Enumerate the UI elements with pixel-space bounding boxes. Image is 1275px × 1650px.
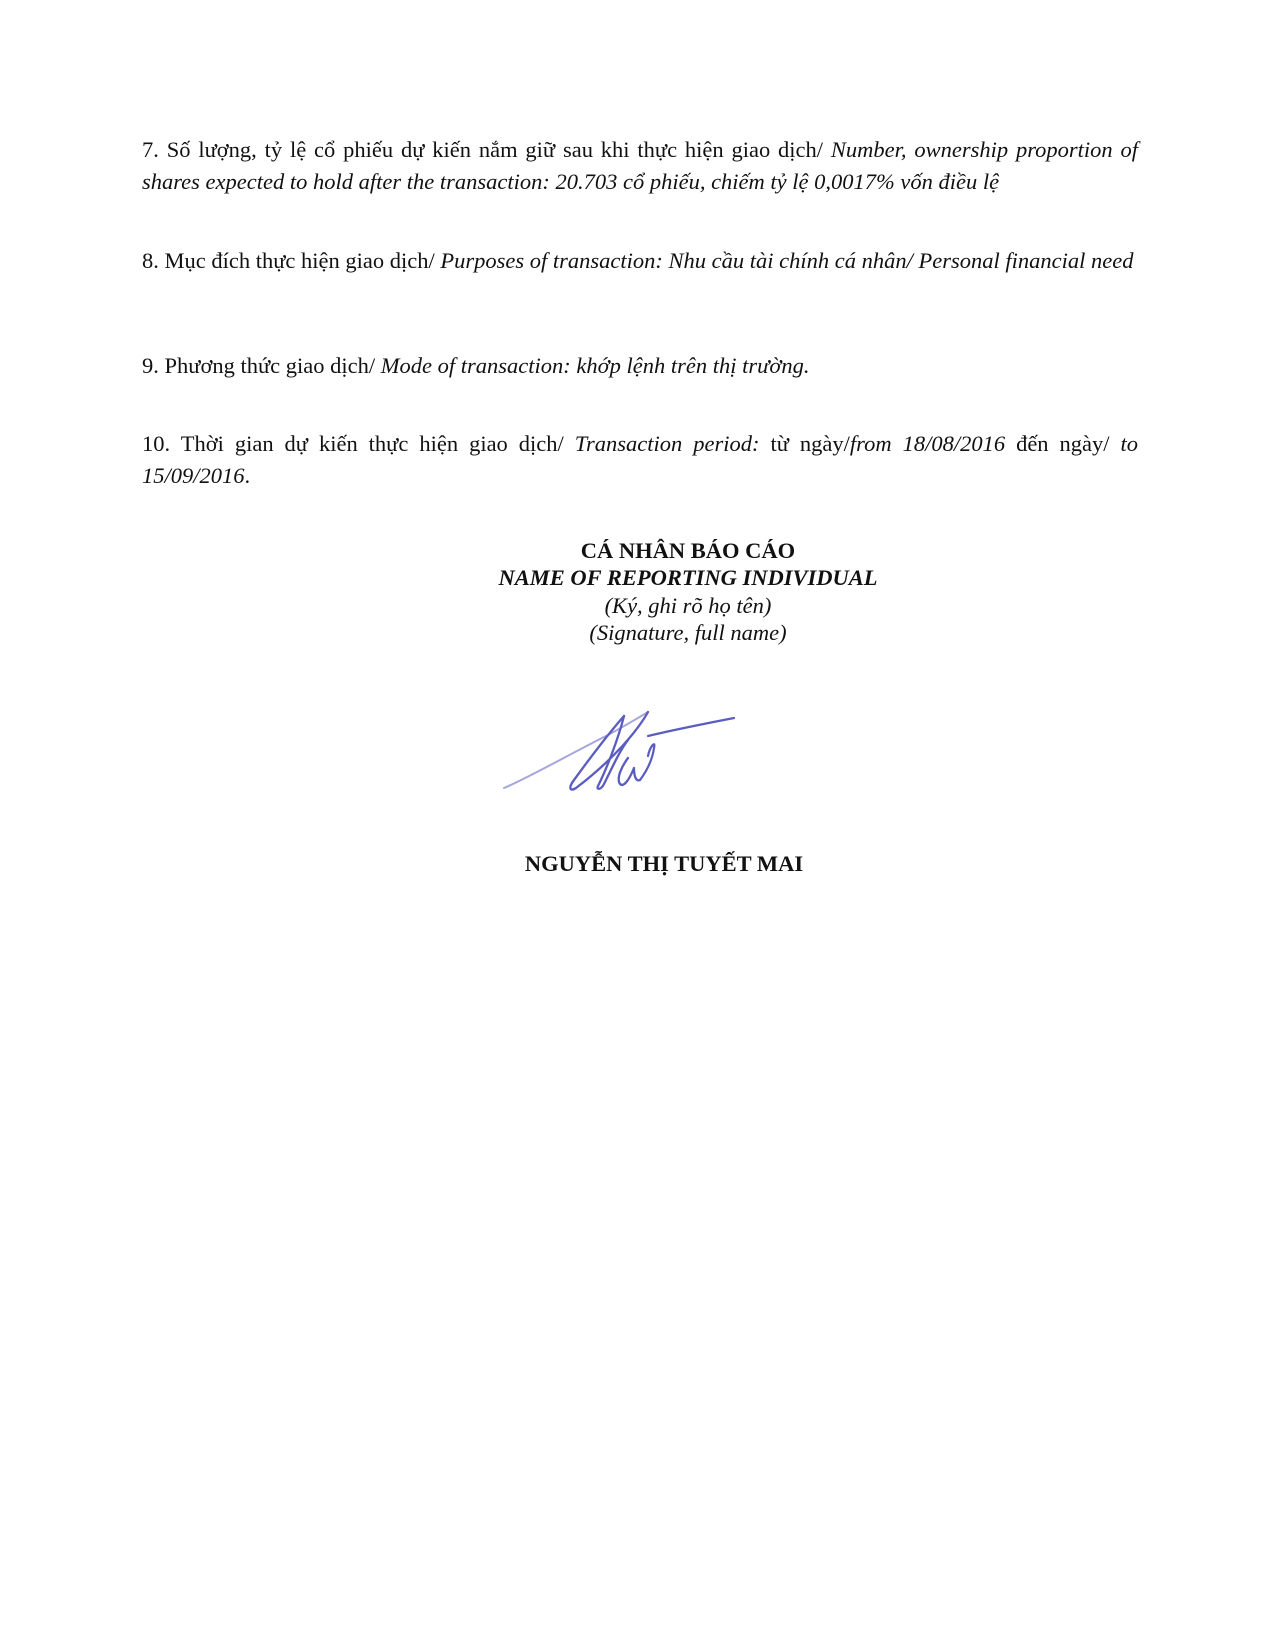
from-date: from 18/08/2016 (849, 431, 1006, 456)
item-8-purpose (142, 245, 1138, 277)
signature-note-vi: (Ký, ghi rõ họ tên) (604, 593, 772, 618)
signer-name: NGUYỄN THỊ TUYẾT MAI (524, 851, 804, 876)
item-label-en: Number, ownership proportion of shares expected to hold after the transaction: (142, 137, 1138, 194)
item-label-en: Transaction period: (574, 431, 760, 456)
item-10-period (142, 428, 1138, 492)
signature-note-en: (Signature, full name) (589, 620, 787, 645)
item-number: 7. (142, 137, 159, 162)
item-9-mode (142, 350, 1138, 382)
item-label-en: Mode of transaction: (380, 353, 571, 378)
handwritten-signature-icon (498, 700, 738, 795)
to-label-vi: đến ngày/ (1016, 431, 1110, 456)
item-7-shares-after-transaction (142, 134, 1138, 198)
item-number: 8. (142, 248, 159, 273)
item-value: Nhu cầu tài chính cá nhân/ Personal financial need (668, 248, 1134, 273)
item-number: 9. (142, 353, 159, 378)
item-number: 10. (142, 431, 171, 456)
item-label-vi: Thời gian dự kiến thực hiện giao dịch/ (180, 431, 564, 456)
item-label-en: Purposes of transaction: (440, 248, 663, 273)
signature-title: CÁ NHÂN BÁO CÁO (580, 538, 796, 563)
signature-subtitle: NAME OF REPORTING INDIVIDUAL (498, 565, 878, 590)
item-label-vi: Số lượng, tỷ lệ cổ phiếu dự kiến nắm giữ sau khi thực hiện giao dịch/ (166, 137, 824, 162)
item-value: 20.703 cổ phiếu, chiếm tỷ lệ 0,0017% vốn điều lệ (555, 169, 1000, 194)
item-label-vi: Mục đích thực hiện giao dịch/ (164, 248, 435, 273)
item-label-vi: Phương thức giao dịch/ (164, 353, 376, 378)
item-value: khớp lệnh trên thị trường. (576, 353, 810, 378)
to-date: to 15/09/2016 (142, 431, 1139, 488)
period-end: . (244, 463, 251, 488)
from-label-vi: từ ngày/ (770, 431, 850, 456)
